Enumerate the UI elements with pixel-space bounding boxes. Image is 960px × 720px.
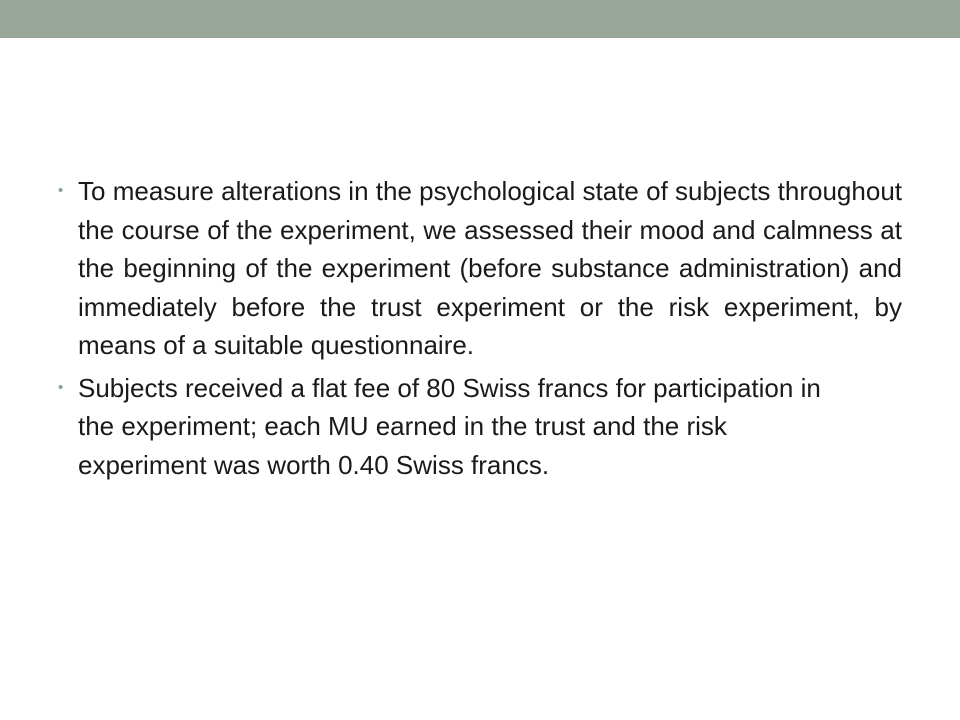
bullet-item-fee (58, 369, 902, 485)
slide-body (58, 172, 902, 488)
bullet-text-measure: To measure alterations in the psychological state of subjects throughout the course of the experiment, we assessed their mood and calmness at the beginning of the experiment (before substance administration) and immediately before the trust experiment or the risk experiment, by means of a suitable questionnaire. (78, 176, 902, 360)
bullet-marker-icon: • (58, 182, 64, 199)
top-accent-bar (0, 0, 960, 38)
bullet-item-measure (58, 172, 902, 365)
bullet-marker-icon: • (58, 378, 64, 396)
bullet-text-fee: Subjects received a flat fee of 80 Swiss francs for participation in the experiment; each MU earned in the trust and the risk experiment was worth 0.40 Swiss francs. (78, 372, 821, 480)
